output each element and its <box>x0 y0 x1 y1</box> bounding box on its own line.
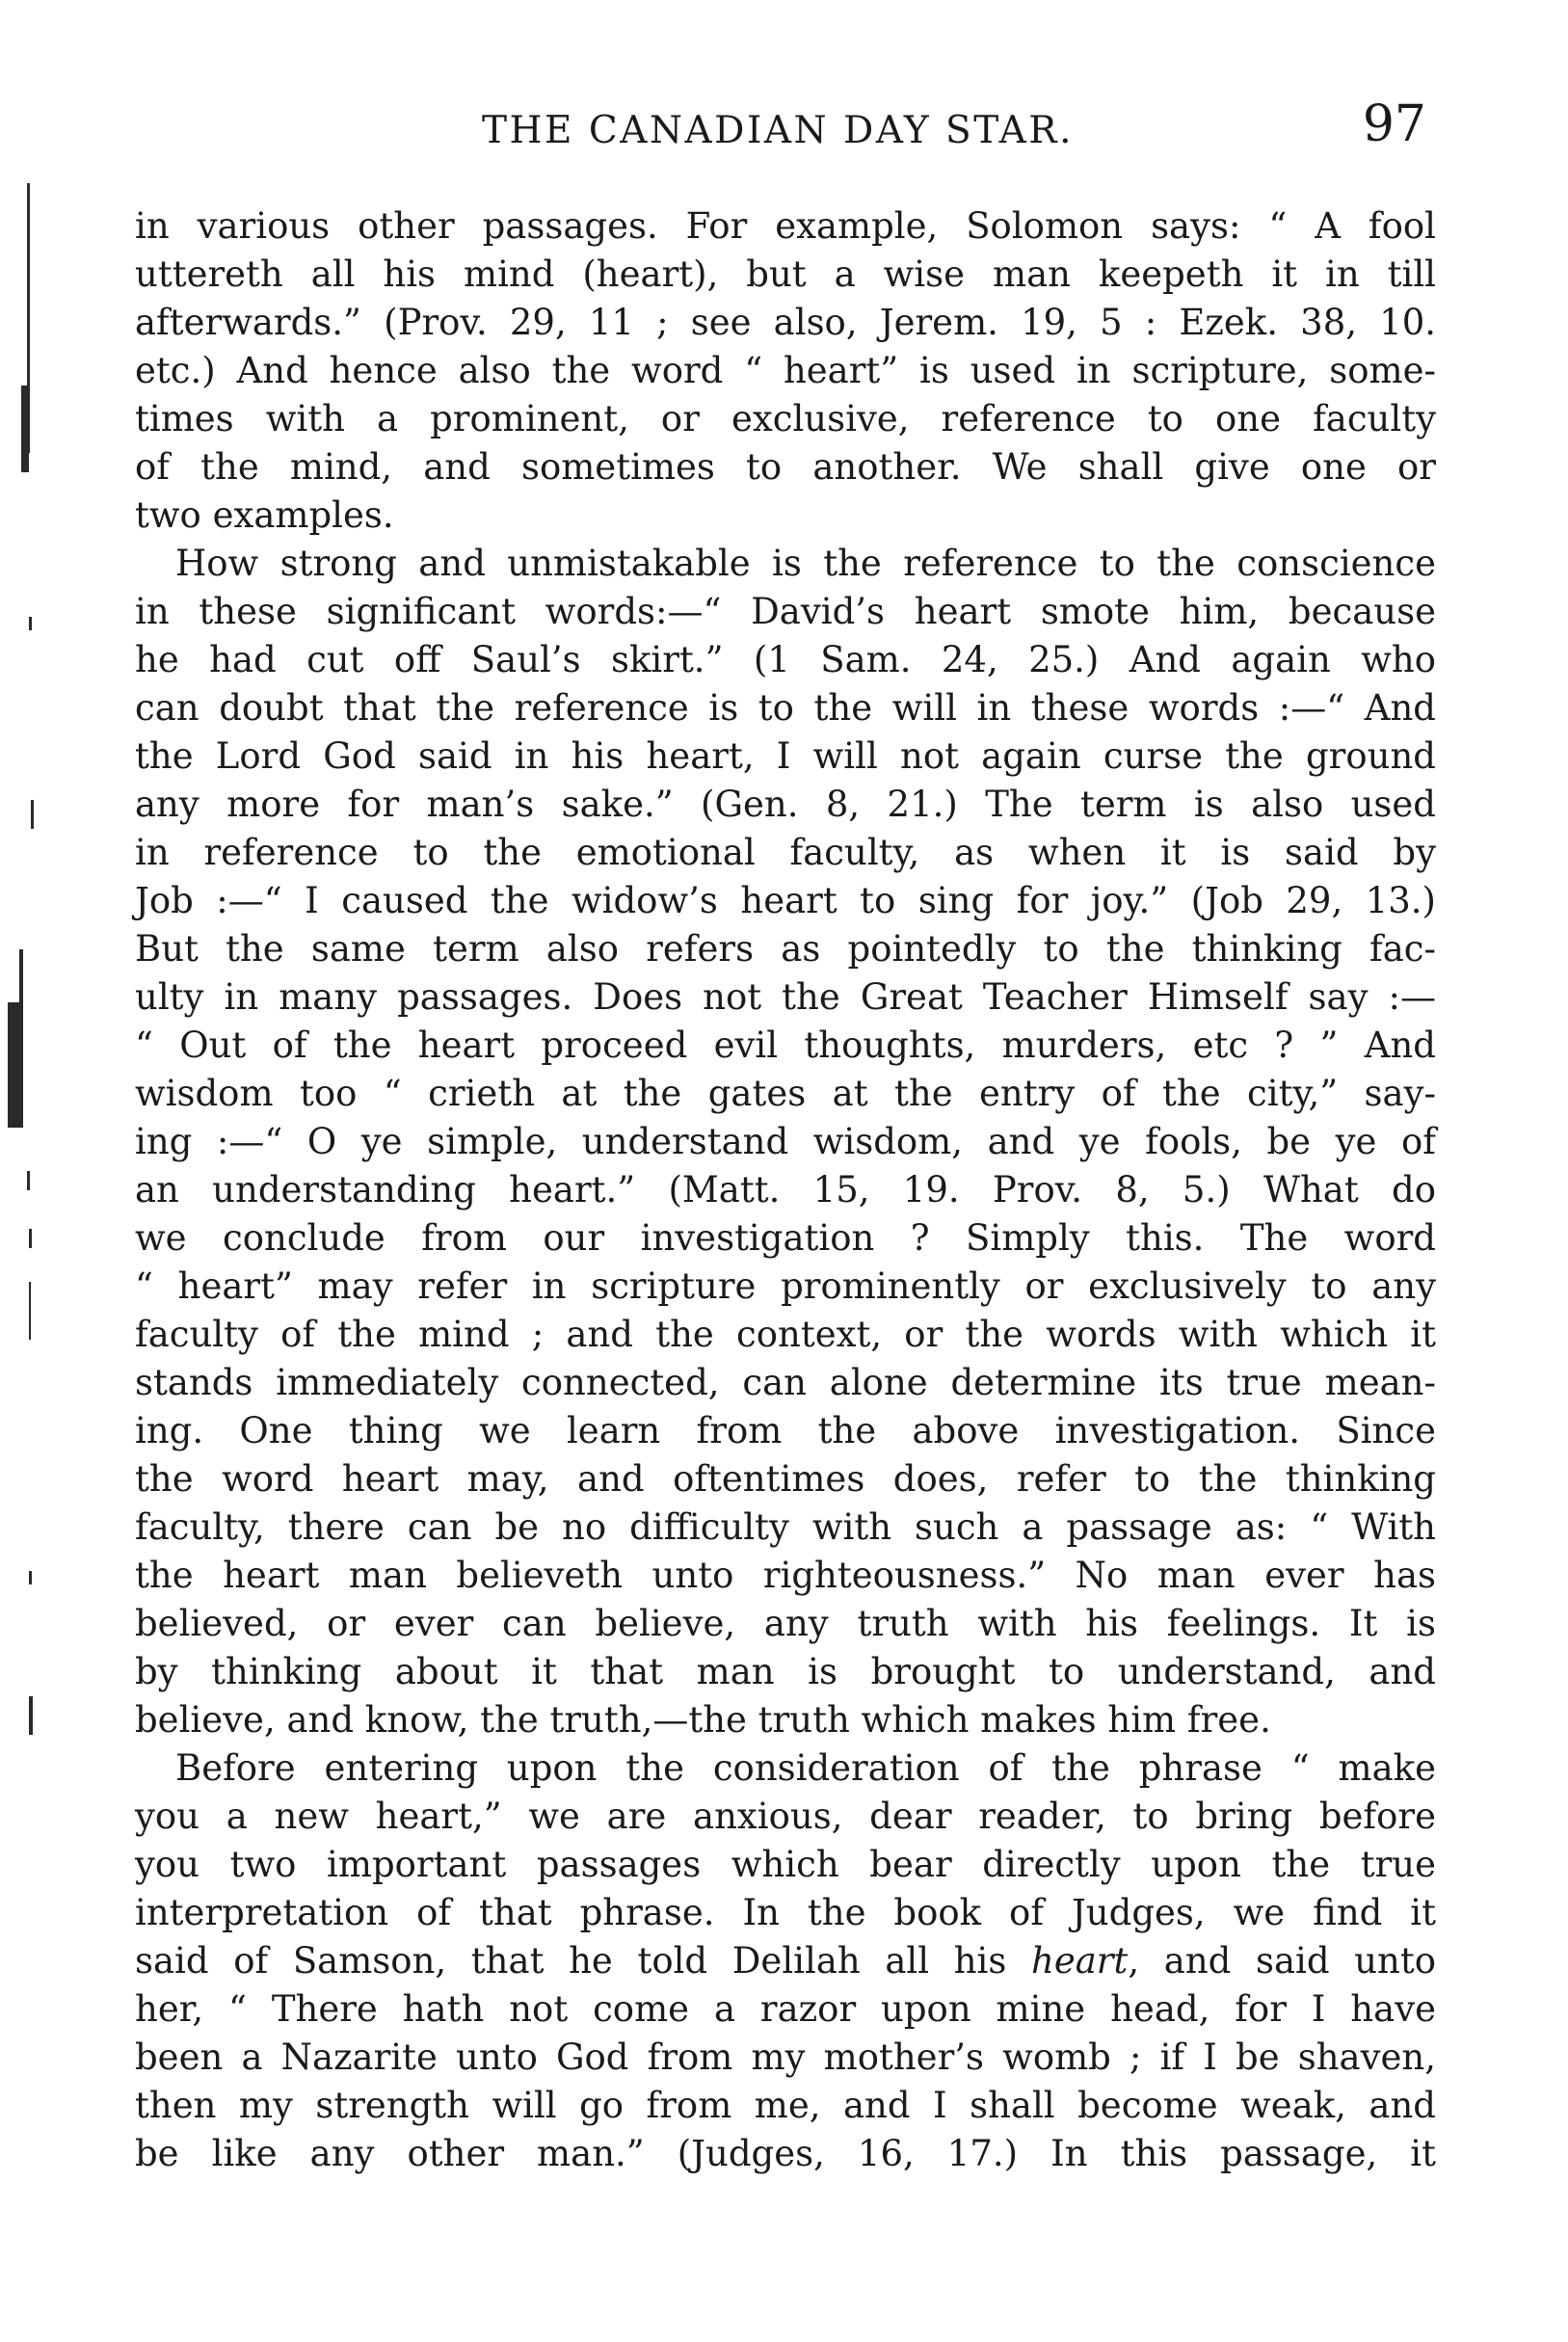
text-line: of the mind, and sometimes to another. We shall give one or <box>135 446 1436 488</box>
paragraph-start-line: Before entering upon the consideration of the phrase “ make <box>175 1747 1436 1789</box>
text-line: ulty in many passages. Does not the Great Teacher Himself say :— <box>135 976 1436 1018</box>
text-line: times with a prominent, or exclusive, reference to one faculty <box>135 398 1436 439</box>
text-line: he had cut off Saul’s skirt.” (1 Sam. 24, 25.) And again who <box>135 639 1436 680</box>
text-line: you a new heart,” we are anxious, dear reader, to bring before <box>135 1796 1436 1837</box>
page-header <box>135 92 1438 153</box>
text-line: the Lord God said in his heart, I will not again curse the ground <box>135 735 1436 777</box>
text-line: afterwards.” (Prov. 29, 11 ; see also, Jerem. 19, 5 : Ezek. 38, 10. <box>135 302 1436 343</box>
body-text <box>135 202 1436 2178</box>
text-line: in these significant words:—“ David’s heart smote him, because <box>135 591 1436 632</box>
text-line: we conclude from our investigation ? Simply this. The word <box>135 1217 1436 1259</box>
text-line: ing :—“ O ye simple, understand wisdom, and ye fools, be ye of <box>135 1121 1436 1162</box>
scan-mark <box>8 1002 23 1128</box>
scan-mark <box>27 1171 30 1190</box>
text-line: in various other passages. For example, Solomon says: “ A fool <box>135 205 1436 247</box>
scan-mark <box>31 800 34 829</box>
text-line: then my strength will go from me, and I shall become weak, and <box>135 2085 1436 2126</box>
text-line: the heart man believeth unto righteousness.” No man ever has <box>135 1555 1436 1596</box>
page-number: 97 <box>1362 95 1426 153</box>
scan-mark <box>29 1229 32 1248</box>
text-line: But the same term also refers as pointedly to the thinking fac- <box>135 928 1436 970</box>
scan-mark <box>29 1571 32 1584</box>
scan-mark <box>29 1696 33 1735</box>
text-line: uttereth all his mind (heart), but a wise man keepeth it in till <box>135 253 1436 295</box>
text-line: stands immediately connected, can alone determine its true mean- <box>135 1362 1436 1403</box>
text-line: “ heart” may refer in scripture prominently or exclusively to any <box>135 1265 1436 1307</box>
text-line: etc.) And hence also the word “ heart” is used in scripture, some- <box>135 350 1436 391</box>
text-line-with-italic: said of Samson, that he told Delilah all his heart, and said unto <box>135 1940 1436 1982</box>
text-line: believe, and know, the truth,—the truth which makes him free. <box>135 1699 1271 1741</box>
text-line: been a Nazarite unto God from my mother’s womb ; if I be shaven, <box>135 2036 1436 2078</box>
scan-mark <box>29 1282 31 1340</box>
text-line: any more for man’s sake.” (Gen. 8, 21.) The term is also used <box>135 784 1436 825</box>
text-line: “ Out of the heart proceed evil thoughts, murders, etc ? ” And <box>135 1025 1436 1066</box>
text-line: wisdom too “ crieth at the gates at the entry of the city,” say- <box>135 1073 1436 1114</box>
scan-margin-marks <box>0 0 58 2342</box>
text-line: you two important passages which bear directly upon the true <box>135 1844 1436 1885</box>
text-line: ing. One thing we learn from the above investigation. Since <box>135 1410 1436 1451</box>
italic-emphasis: heart <box>1031 1940 1129 1982</box>
text-line: faculty of the mind ; and the context, or the words with which it <box>135 1314 1436 1355</box>
text-line: interpretation of that phrase. In the book of Judges, we find it <box>135 1892 1436 1933</box>
text-line: Job :—“ I caused the widow’s heart to sing for joy.” (Job 29, 13.) <box>135 880 1436 921</box>
text-line: the word heart may, and oftentimes does, refer to the thinking <box>135 1458 1436 1500</box>
text-line: by thinking about it that man is brought to understand, and <box>135 1651 1436 1692</box>
paragraph-start-line: How strong and unmistakable is the reference to the conscience <box>175 543 1436 584</box>
text-line: faculty, there can be no difficulty with such a passage as: “ With <box>135 1506 1436 1548</box>
text-line: believed, or ever can believe, any truth with his feelings. It is <box>135 1603 1436 1644</box>
text-line: two examples. <box>135 494 394 536</box>
text-line: be like any other man.” (Judges, 16, 17.) In this passage, it <box>135 2133 1436 2174</box>
text-line: can doubt that the reference is to the will in these words :—“ And <box>135 687 1436 729</box>
scan-mark <box>29 617 32 630</box>
scan-mark <box>21 386 29 472</box>
text-line: in reference to the emotional faculty, as when it is said by <box>135 832 1436 873</box>
text-line: an understanding heart.” (Matt. 15, 19. Prov. 8, 5.) What do <box>135 1169 1436 1211</box>
text-line: her, “ There hath not come a razor upon mine head, for I have <box>135 1988 1436 2030</box>
running-title: THE CANADIAN DAY STAR. <box>482 109 1075 152</box>
